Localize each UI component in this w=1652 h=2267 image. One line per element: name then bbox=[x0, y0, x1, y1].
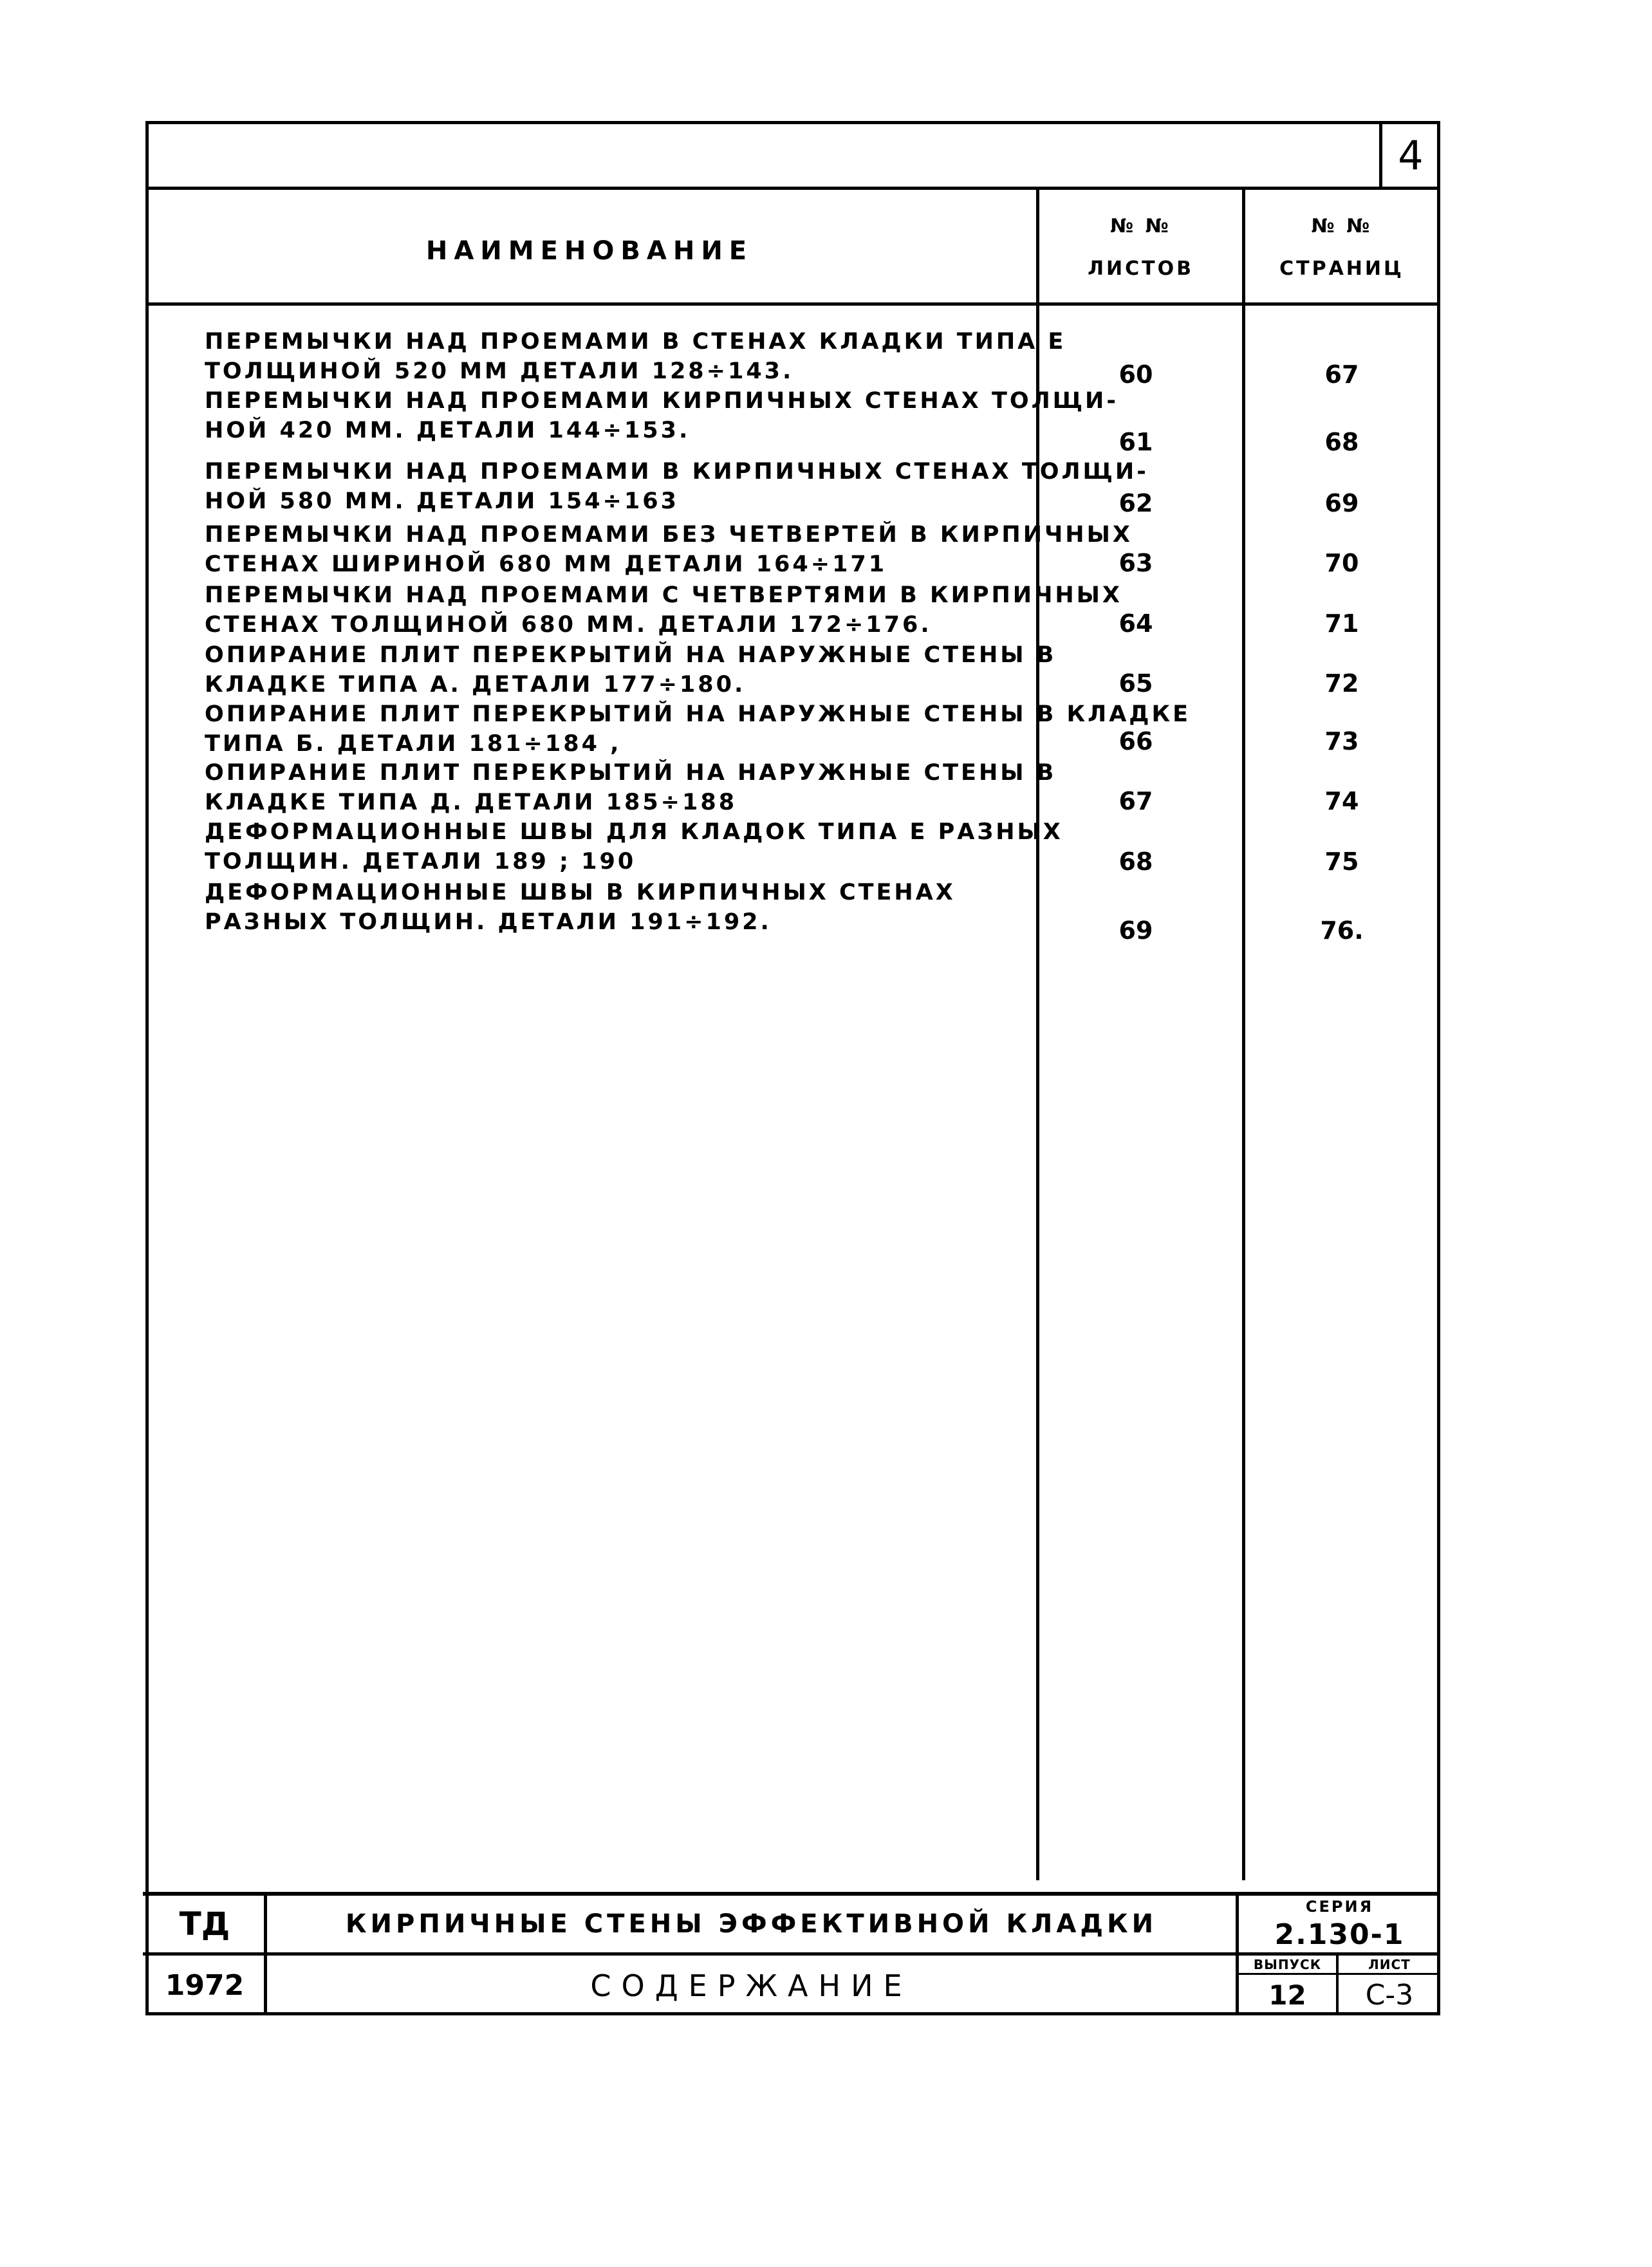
page-ref: 76. bbox=[1320, 916, 1364, 945]
list-item: ДЕФОРМАЦИОННЫЕ ШВЫ ДЛЯ КЛАДОК ТИПА Е РАЗНЫХ ТОЛЩИН. ДЕТАЛИ 189 ; 190 bbox=[205, 819, 1063, 874]
document-subtitle: СОДЕРЖАНИЕ bbox=[590, 1968, 913, 2003]
list-item: ОПИРАНИЕ ПЛИТ ПЕРЕКРЫТИЙ НА НАРУЖНЫЕ СТЕНЫ В КЛАДКЕ ТИПА А. ДЕТАЛИ 177÷180. bbox=[205, 642, 1057, 698]
page-ref: 68 bbox=[1324, 428, 1359, 456]
list-item: ПЕРЕМЫЧКИ НАД ПРОЕМАМИ В КИРПИЧНЫХ СТЕНАХ ТОЛЩИ- НОЙ 580 ММ. ДЕТАЛИ 154÷163 bbox=[205, 459, 1149, 514]
issue-label: ВЫПУСК bbox=[1253, 1956, 1322, 1972]
page-ref: 69 bbox=[1324, 489, 1359, 517]
column-header-name: НАИМЕНОВАНИЕ bbox=[425, 236, 754, 266]
page-ref: 71 bbox=[1324, 609, 1359, 638]
sheet-number: 61 bbox=[1118, 428, 1153, 456]
page-number: 4 bbox=[1398, 131, 1424, 179]
column-header-sheets-top: № № bbox=[1110, 215, 1171, 237]
sheet-label: ЛИСТ bbox=[1368, 1956, 1411, 1972]
page-ref: 75 bbox=[1324, 847, 1359, 876]
list-item: ОПИРАНИЕ ПЛИТ ПЕРЕКРЫТИЙ НА НАРУЖНЫЕ СТЕНЫ В КЛАДКЕ ТИПА Б. ДЕТАЛИ 181÷184 , bbox=[205, 701, 1191, 757]
page-ref: 73 bbox=[1324, 727, 1359, 755]
sheet-number: 67 bbox=[1118, 787, 1153, 815]
sheet-number: 63 bbox=[1118, 549, 1153, 577]
top-band-divider bbox=[145, 187, 1440, 190]
page-number-box-border bbox=[1379, 121, 1382, 188]
sheet-value: С-3 bbox=[1365, 1979, 1414, 2012]
list-item: ДЕФОРМАЦИОННЫЕ ШВЫ В КИРПИЧНЫХ СТЕНАХ РАЗНЫХ ТОЛЩИН. ДЕТАЛИ 191÷192. bbox=[205, 880, 956, 935]
document-title: КИРПИЧНЫЕ СТЕНЫ ЭФФЕКТИВНОЙ КЛАДКИ bbox=[345, 1909, 1158, 1939]
sheet-number: 69 bbox=[1118, 916, 1153, 945]
column-header-sheets bbox=[1039, 199, 1242, 296]
column-header-pages bbox=[1245, 199, 1438, 296]
sheet-number: 65 bbox=[1118, 669, 1153, 698]
list-item: ПЕРЕМЫЧКИ НАД ПРОЕМАМИ БЕЗ ЧЕТВЕРТЕЙ В КИРПИЧНЫХ СТЕНАХ ШИРИНОЙ 680 ММ ДЕТАЛИ 164÷171 bbox=[205, 522, 1133, 577]
sheet-number: 60 bbox=[1118, 360, 1153, 389]
sheet-number: 66 bbox=[1118, 727, 1153, 755]
series-label: СЕРИЯ bbox=[1305, 1898, 1374, 1916]
sheet-number: 62 bbox=[1118, 489, 1153, 517]
column-header-sheets-bottom: ЛИСТОВ bbox=[1088, 257, 1194, 280]
document-year: 1972 bbox=[165, 1969, 245, 2002]
page-ref: 67 bbox=[1324, 360, 1359, 389]
page-ref: 74 bbox=[1324, 787, 1359, 815]
sheet-number: 68 bbox=[1118, 847, 1153, 876]
list-item: ПЕРЕМЫЧКИ НАД ПРОЕМАМИ В СТЕНАХ КЛАДКИ ТИПА Е ТОЛЩИНОЙ 520 ММ ДЕТАЛИ 128÷143. bbox=[205, 329, 1066, 384]
header-divider bbox=[145, 302, 1440, 306]
column-header-pages-top: № № bbox=[1311, 215, 1373, 237]
list-item: ПЕРЕМЫЧКИ НАД ПРОЕМАМИ КИРПИЧНЫХ СТЕНАХ ТОЛЩИ- НОЙ 420 ММ. ДЕТАЛИ 144÷153. bbox=[205, 388, 1118, 443]
page-ref: 70 bbox=[1324, 549, 1359, 577]
issue-value: 12 bbox=[1268, 1979, 1306, 2011]
list-item: ПЕРЕМЫЧКИ НАД ПРОЕМАМИ С ЧЕТВЕРТЯМИ В КИРПИЧНЫХ СТЕНАХ ТОЛЩИНОЙ 680 ММ. ДЕТАЛИ 172÷176. bbox=[205, 582, 1122, 638]
list-item: ОПИРАНИЕ ПЛИТ ПЕРЕКРЫТИЙ НА НАРУЖНЫЕ СТЕНЫ В КЛАДКЕ ТИПА Д. ДЕТАЛИ 185÷188 bbox=[205, 760, 1057, 815]
document-code: ТД bbox=[179, 1905, 230, 1943]
series-value: 2.130-1 bbox=[1274, 1918, 1405, 1951]
column-header-pages-bottom: СТРАНИЦ bbox=[1279, 257, 1404, 280]
page-ref: 72 bbox=[1324, 669, 1359, 698]
sheet-number: 64 bbox=[1118, 609, 1153, 638]
